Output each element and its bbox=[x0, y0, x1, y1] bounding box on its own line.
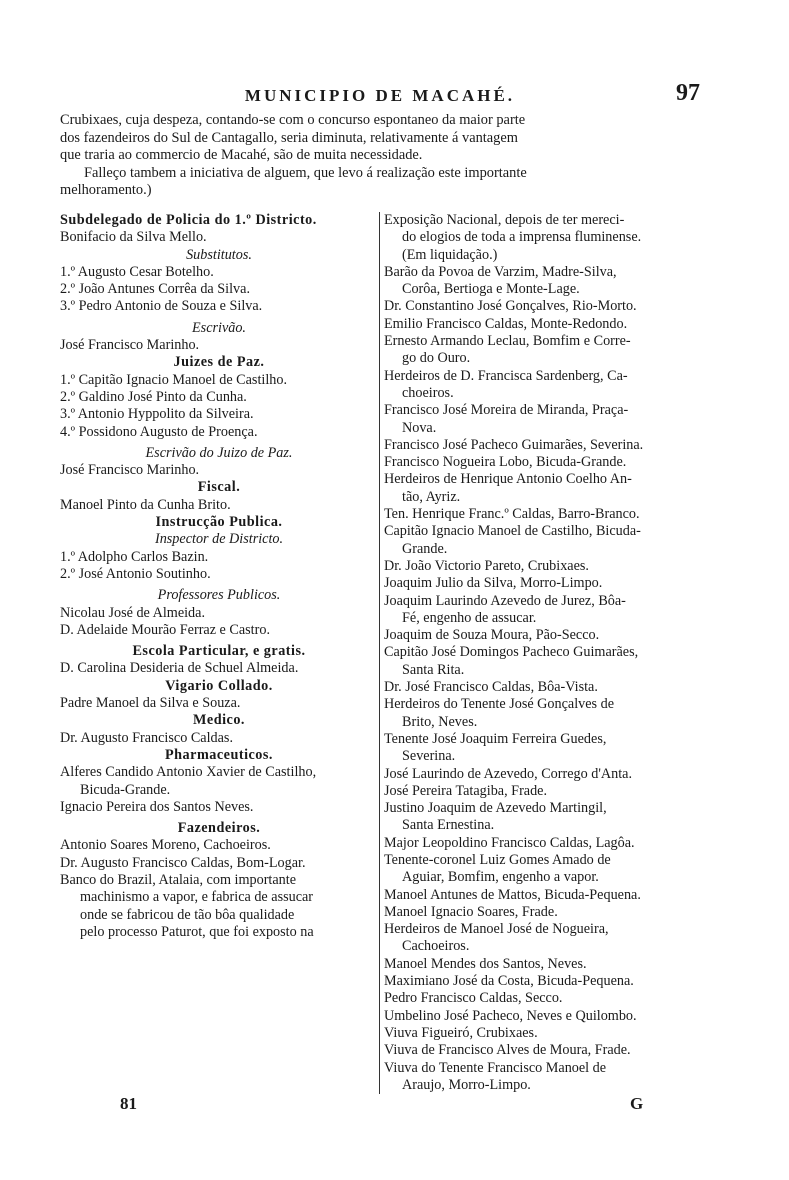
professores-list bbox=[60, 605, 378, 640]
page-footer bbox=[60, 1094, 700, 1118]
section-heading-escrivao-juizo: Escrivão do Juizo de Paz. bbox=[145, 444, 293, 461]
section-heading-professores: Professores Publicos. bbox=[157, 587, 281, 604]
list-item: 1.º Augusto Cesar Botelho. bbox=[60, 263, 214, 280]
fazendeiro-line: Pedro Francisco Caldas, Secco. bbox=[384, 990, 563, 1007]
fazendeiro-line: Maximiano José da Costa, Bicuda-Pequena. bbox=[384, 973, 634, 990]
fazendeiro-line: Viuva Figueiró, Crubixaes. bbox=[384, 1024, 538, 1041]
list-item: 2.º José Antonio Soutinho. bbox=[60, 565, 211, 582]
list-item: machinismo a vapor, e fabrica de assucar bbox=[80, 889, 314, 906]
fazendeiro-line: Herdeiros de Manoel José de Nogueira, bbox=[384, 921, 609, 938]
column-divider bbox=[379, 212, 380, 1094]
section-heading-inspector: Inspector de Districto. bbox=[154, 531, 284, 548]
intro-line: Crubixaes, cuja despeza, contando-se com o concurso espontaneo da maior parte bbox=[60, 112, 526, 128]
running-title: MUNICIPIO DE MACAHÉ. bbox=[244, 86, 516, 105]
intro-line: melhoramento.) bbox=[60, 182, 152, 198]
fazendeiro-line: (Em liquidação.) bbox=[402, 246, 498, 263]
list-item: Dr. Augusto Francisco Caldas, Bom-Logar. bbox=[60, 854, 306, 871]
fazendeiro-line: tão, Ayriz. bbox=[402, 488, 461, 505]
fazendeiro-line: Ten. Henrique Franc.º Caldas, Barro-Branco. bbox=[384, 506, 640, 523]
list-item: Banco do Brazil, Atalaia, com importante bbox=[60, 871, 296, 888]
fazendeiro-line: Grande. bbox=[402, 540, 448, 557]
fazendeiro-line: Santa Rita. bbox=[402, 661, 465, 678]
fazendeiro-line: Exposição Nacional, depois de ter mereci- bbox=[384, 212, 625, 228]
fazendeiro-line: Emilio Francisco Caldas, Monte-Redondo. bbox=[384, 315, 628, 332]
section-heading-substitutos: Substitutos. bbox=[186, 246, 252, 263]
section-heading-escrivao: Escrivão. bbox=[192, 319, 246, 336]
section-heading-instrucao: Instrucção Publica. bbox=[155, 514, 283, 531]
fazendeiro-line: Tenente-coronel Luiz Gomes Amado de bbox=[384, 851, 611, 868]
fazendeiro-line: Major Leopoldino Francisco Caldas, Lagôa. bbox=[384, 834, 635, 851]
fazendeiro-line: choeiros. bbox=[402, 384, 454, 401]
intro-line: Falleço tambem a iniciativa de alguem, que levo á realização este importante bbox=[84, 164, 527, 181]
fazendeiro-line: Capitão José Domingos Pacheco Guimarães, bbox=[384, 644, 639, 661]
list-item: D. Adelaide Mourão Ferraz e Castro. bbox=[60, 621, 270, 638]
substitutos-list bbox=[60, 264, 378, 316]
fazendeiro-line: Viuva de Francisco Alves de Moura, Frade. bbox=[384, 1042, 631, 1059]
fazendeiro-line: do elogios de toda a imprensa fluminense. bbox=[402, 229, 642, 246]
fazendeiro-line: Fé, engenho de assucar. bbox=[402, 609, 537, 626]
section-heading-juizes: Juizes de Paz. bbox=[173, 354, 265, 371]
fazendeiro-line: Ernesto Armando Leclau, Bomfim e Corre- bbox=[384, 333, 631, 350]
list-item: 3.º Pedro Antonio de Souza e Silva. bbox=[60, 298, 263, 315]
fiscal-name: Manoel Pinto da Cunha Brito. bbox=[60, 496, 231, 513]
fazendeiro-line: Francisco José Moreira de Miranda, Praça- bbox=[384, 402, 629, 419]
escrivao-juizo-name: José Francisco Marinho. bbox=[60, 462, 200, 479]
fazendeiro-line: Barão da Povoa de Varzim, Madre-Silva, bbox=[384, 263, 617, 280]
list-item: Antonio Soares Moreno, Cachoeiros. bbox=[60, 837, 271, 854]
section-heading-escola: Escola Particular, e gratis. bbox=[132, 643, 306, 660]
fazendeiro-line: Tenente José Joaquim Ferreira Guedes, bbox=[384, 730, 607, 747]
fazendeiro-line: Manoel Antunes de Mattos, Bicuda-Pequena. bbox=[384, 886, 641, 903]
escrivao-name: José Francisco Marinho. bbox=[60, 337, 200, 354]
fazendeiro-line: Severina. bbox=[402, 748, 456, 765]
list-item: 2.º João Antunes Corrêa da Silva. bbox=[60, 281, 250, 298]
fazendeiro-line: Santa Ernestina. bbox=[402, 817, 495, 834]
list-item: onde se fabricou de tão bôa qualidade bbox=[80, 906, 295, 923]
page-header bbox=[60, 80, 700, 110]
gathering-mark: G bbox=[630, 1094, 644, 1113]
fazendeiro-line: Dr. Constantino José Gonçalves, Rio-Morto. bbox=[384, 298, 637, 315]
fazendeiro-line: José Pereira Tatagiba, Frade. bbox=[384, 782, 548, 799]
fazendeiro-line: José Laurindo de Azevedo, Corrego d'Anta. bbox=[384, 765, 633, 782]
section-heading-fiscal: Fiscal. bbox=[197, 479, 241, 496]
juizes-list bbox=[60, 372, 378, 441]
fazendeiros-list bbox=[60, 837, 378, 941]
signature-mark: 81 bbox=[120, 1094, 137, 1113]
intro-line: que traria ao commercio de Macahé, são de muita necessidade. bbox=[60, 147, 423, 163]
right-column bbox=[384, 212, 700, 1094]
fazendeiro-line: Herdeiros do Tenente José Gonçalves de bbox=[384, 696, 615, 713]
list-item: 1.º Capitão Ignacio Manoel de Castilho. bbox=[60, 371, 288, 388]
fazendeiro-line: Joaquim de Souza Moura, Pão-Secco. bbox=[384, 627, 600, 644]
list-item: 4.º Possidono Augusto de Proença. bbox=[60, 423, 258, 440]
left-column bbox=[60, 212, 378, 945]
medico-name: Dr. Augusto Francisco Caldas. bbox=[60, 729, 233, 746]
fazendeiro-line: Corôa, Bertioga e Monte-Lage. bbox=[402, 281, 580, 298]
fazendeiro-line: Brito, Neves. bbox=[402, 713, 478, 730]
subdelegado-name: Bonifacio da Silva Mello. bbox=[60, 229, 207, 246]
fazendeiro-line: Nova. bbox=[402, 419, 437, 436]
section-heading-pharmaceuticos: Pharmaceuticos. bbox=[165, 746, 273, 763]
fazendeiro-line: go do Ouro. bbox=[402, 350, 471, 367]
fazendeiro-line: Dr. José Francisco Caldas, Bôa-Vista. bbox=[384, 679, 598, 696]
fazendeiro-line: Manoel Ignacio Soares, Frade. bbox=[384, 903, 558, 920]
list-item: 2.º Galdino José Pinto da Cunha. bbox=[60, 388, 247, 405]
fazendeiro-line: Herdeiros de Henrique Antonio Coelho An- bbox=[384, 471, 632, 488]
fazendeiro-line: Francisco José Pacheco Guimarães, Severina. bbox=[384, 436, 644, 453]
fazendeiro-line: Umbelino José Pacheco, Neves e Quilombo. bbox=[384, 1007, 637, 1024]
fazendeiro-line: Joaquim Julio da Silva, Morro-Limpo. bbox=[384, 575, 603, 592]
escola-name: D. Carolina Desideria de Schuel Almeida. bbox=[60, 660, 299, 677]
fazendeiro-line: Dr. João Victorio Pareto, Crubixaes. bbox=[384, 557, 589, 574]
section-heading-vigario: Vigario Collado. bbox=[165, 677, 273, 694]
fazendeiro-line: Capitão Ignacio Manoel de Castilho, Bicuda- bbox=[384, 523, 641, 540]
list-item: Ignacio Pereira dos Santos Neves. bbox=[60, 798, 254, 815]
pharmaceuticos-list bbox=[60, 764, 378, 816]
intro-line: dos fazendeiros do Sul de Cantagallo, seria diminuta, relativamente á vantagem bbox=[60, 129, 518, 146]
intro-paragraph bbox=[60, 112, 700, 200]
fazendeiro-line: Joaquim Laurindo Azevedo de Jurez, Bôa- bbox=[384, 592, 626, 609]
fazendeiro-line: Aguiar, Bomfim, engenho a vapor. bbox=[402, 869, 599, 886]
list-item: 3.º Antonio Hyppolito da Silveira. bbox=[60, 406, 254, 423]
fazendeiro-line: Araujo, Morro-Limpo. bbox=[402, 1076, 531, 1093]
section-heading-fazendeiros: Fazendeiros. bbox=[177, 820, 261, 837]
list-item: 1.º Adolpho Carlos Bazin. bbox=[60, 548, 209, 565]
list-item: Nicolau José de Almeida. bbox=[60, 604, 205, 621]
fazendeiro-line: Francisco Nogueira Lobo, Bicuda-Grande. bbox=[384, 454, 627, 471]
fazendeiro-line: Herdeiros de D. Francisca Sardenberg, Ca- bbox=[384, 367, 628, 384]
section-heading-subdelegado: Subdelegado de Policia do 1.º Districto. bbox=[60, 212, 317, 228]
page-number: 97 bbox=[676, 80, 700, 106]
list-item: pelo processo Paturot, que foi exposto na bbox=[80, 923, 314, 940]
fazendeiro-line: Cachoeiros. bbox=[402, 938, 470, 955]
fazendeiro-line: Viuva do Tenente Francisco Manoel de bbox=[384, 1059, 607, 1076]
list-item: Bicuda-Grande. bbox=[80, 781, 171, 798]
inspectors-list bbox=[60, 549, 378, 584]
list-item: Alferes Candido Antonio Xavier de Castilho, bbox=[60, 764, 317, 781]
vigario-name: Padre Manoel da Silva e Souza. bbox=[60, 695, 241, 712]
section-heading-medico: Medico. bbox=[193, 712, 245, 729]
fazendeiro-line: Manoel Mendes dos Santos, Neves. bbox=[384, 955, 587, 972]
fazendeiro-line: Justino Joaquim de Azevedo Martingil, bbox=[384, 800, 607, 817]
